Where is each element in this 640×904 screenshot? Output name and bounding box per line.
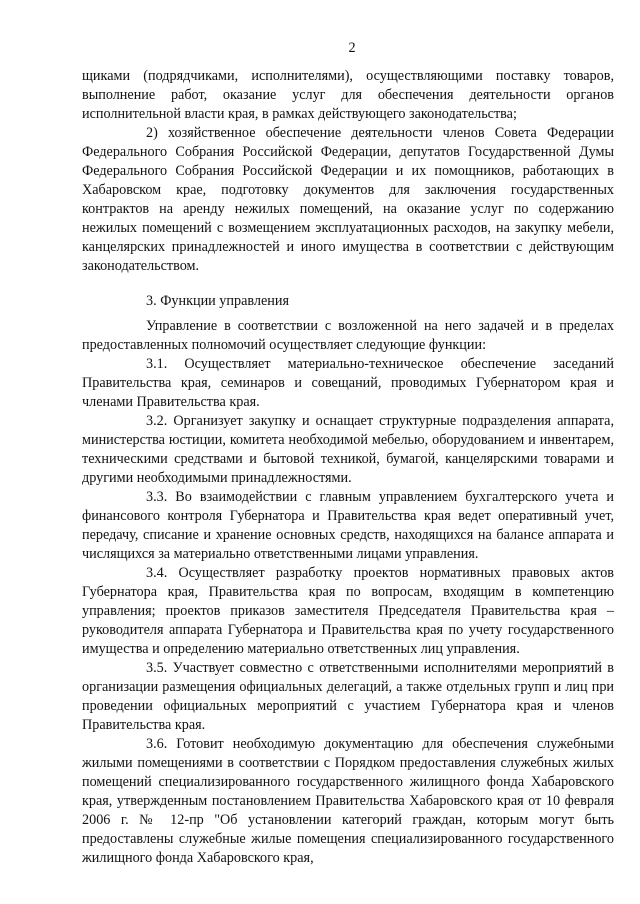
function-item-3-5: 3.5. Участвует совместно с ответственными исполнителями мероприятий в организации размещения официальных делегаций, а также отдельных групп и лиц при проведении официальных мероприятий с участием Губернатора края и членов Правительства края.	[82, 660, 614, 733]
section-intro: Управление в соответствии с возложенной на него задачей и в пределах предоставленных полномочий осуществляет следующие функции:	[82, 318, 614, 353]
function-item-3-3: 3.3. Во взаимодействии с главным управлением бухгалтерского учета и финансового контроля Губернатора и Правительства края ведет оперативный учет, передачу, списание и хранение основных средств, находящихся на балансе аппарата и числящихся за материально ответственными лицами управления.	[82, 489, 614, 562]
function-item-3-2: 3.2. Организует закупку и оснащает структурные подразделения аппарата, министерства юстиции, комитета необходимой мебелью, оборудованием и инвентарем, техническими средствами и бытовой техникой, бумагой, канцелярскими товарами и другими необходимыми принадлежностями.	[82, 413, 614, 486]
paragraph-item-2: 2) хозяйственное обеспечение деятельности членов Совета Федерации Федерального Собрания Российской Федерации, депутатов Государственной Думы Федерального Собрания Российской Федерации и их помощников, работающих в Хабаровском крае, подготовку документов для заключения государственных контрактов на аренду нежилых помещений, на оказание услуг по содержанию нежилых помещений с возмещением эксплуатационных расходов, на закупку мебели, канцелярских принадлежностей и иного имущества в соответствии с действующим законодательством.	[82, 125, 614, 274]
document-body	[82, 67, 614, 868]
section-title: 3. Функции управления	[146, 293, 289, 309]
paragraph-continuation: щиками (подрядчиками, исполнителями), осуществляющими поставку товаров, выполнение работ, оказание услуг для обеспечения деятельности органов исполнительной власти края, в рамках действующего законодательства;	[82, 68, 614, 122]
function-item-3-1: 3.1. Осуществляет материально-техническое обеспечение заседаний Правительства края, семинаров и совещаний, проводимых Губернатором края и членами Правительства края.	[82, 356, 614, 410]
function-item-3-6: 3.6. Готовит необходимую документацию для обеспечения служебными жилыми помещениями в соответствии с Порядком предоставления служебных жилых помещений специализированного государственного жилищного фонда Хабаровского края, утвержденным постановлением Правительства Хабаровского края от 10 февраля 2006 г. № 12-пр "Об установлении категорий граждан, которым могут быть предоставлены служебные жилые помещения специализированного государственного жилищного фонда Хабаровского края,	[82, 736, 614, 866]
page-number: 2	[348, 40, 356, 56]
function-item-3-4: 3.4. Осуществляет разработку проектов нормативных правовых актов Губернатора края, Правительства края по вопросам, входящим в компетенцию управления; проектов приказов заместителя Председателя Правительства края – руководителя аппарата Губернатора и Правительства края по учету государственного имущества и определению материально ответственных лиц управления.	[82, 565, 614, 657]
